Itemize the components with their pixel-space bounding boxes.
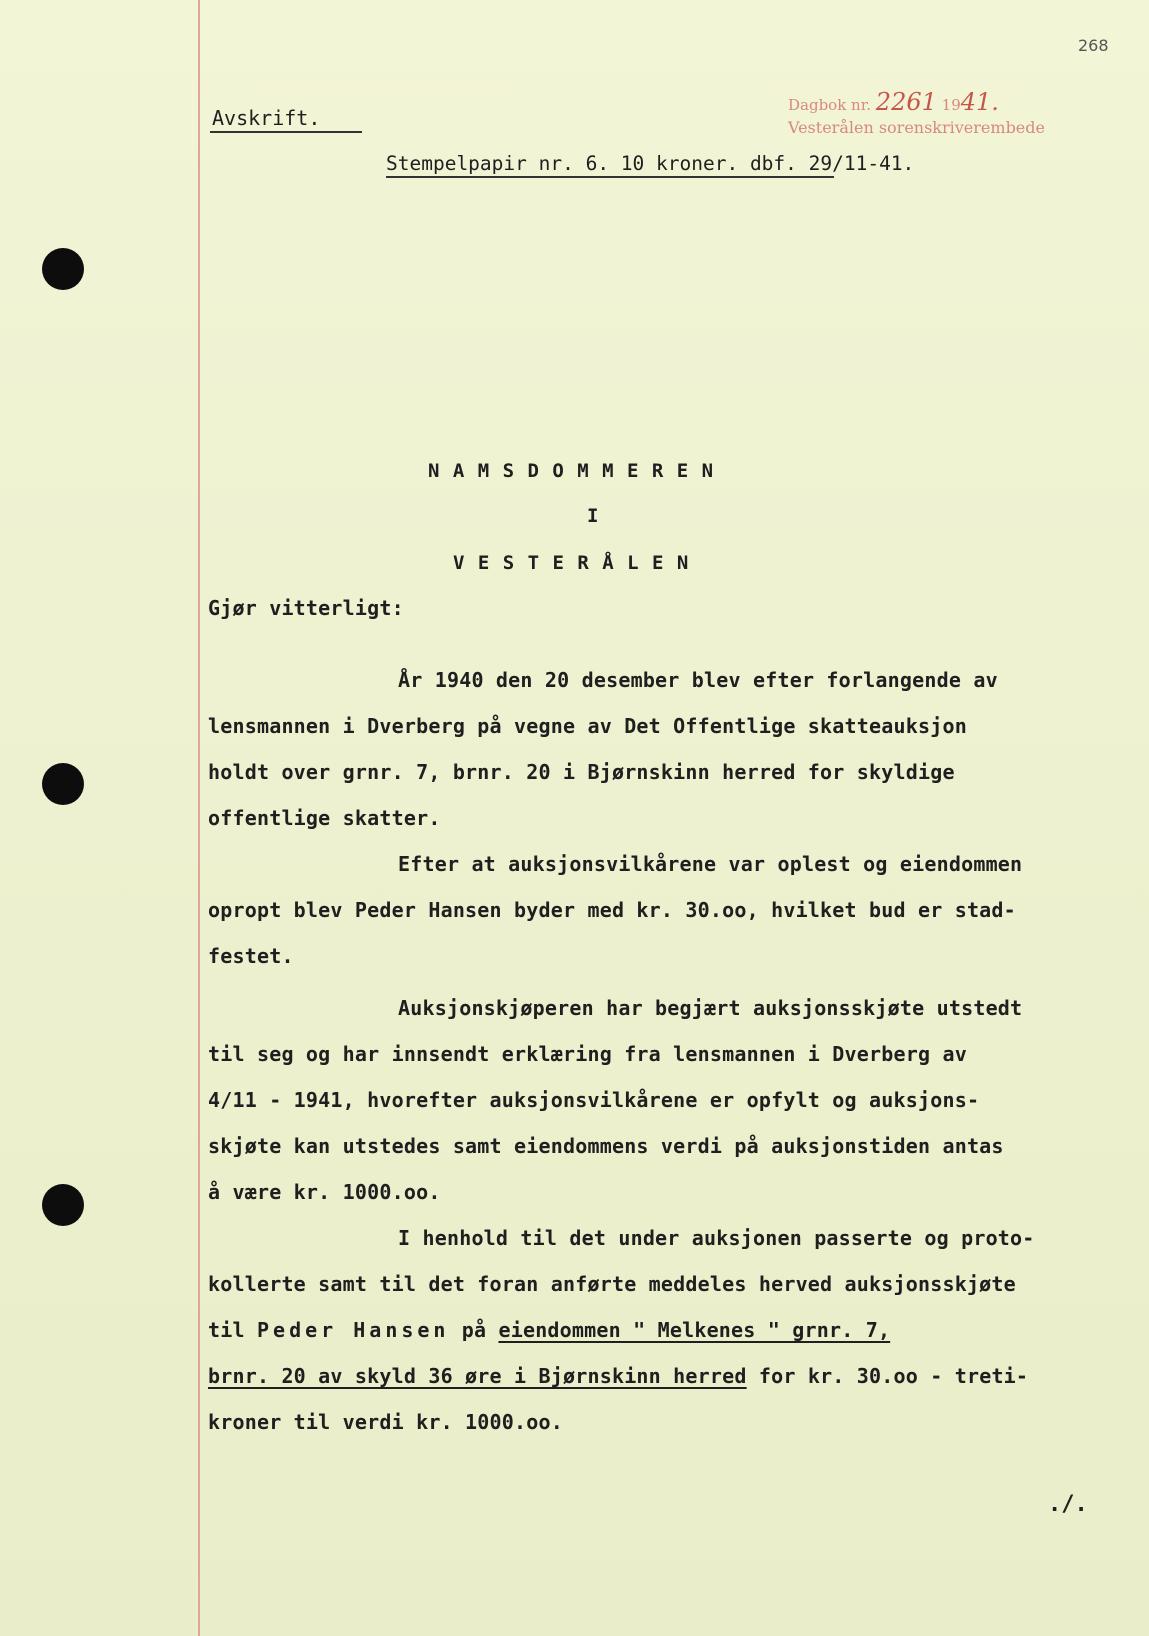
body-line: holdt over grnr. 7, brnr. 20 i Bjørnskinn herred for skyldige xyxy=(208,760,955,784)
body-fragment: for kr. 30.oo - treti- xyxy=(758,1364,1029,1388)
body-line: kroner til verdi kr. 1000.oo. xyxy=(208,1410,563,1434)
punch-hole-middle xyxy=(42,763,84,805)
stempel-underline xyxy=(386,176,834,178)
title-line-1: N A M S D O M M E R E N xyxy=(428,460,715,482)
title-line-3: V E S T E R Å L E N xyxy=(453,552,690,574)
body-line: skjøte kan utstedes samt eiendommens verdi på auksjonstiden antas xyxy=(208,1134,1004,1158)
body-line xyxy=(208,1318,890,1342)
body-line: Efter at auksjonsvilkårene var oplest og eiendommen xyxy=(398,852,1023,876)
body-line: 4/11 - 1941, hvorefter auksjonsvilkårene er opfylt og auksjons- xyxy=(208,1088,980,1112)
margin-line xyxy=(198,0,200,1636)
body-line: Auksjonskjøperen har begjært auksjonsskjøte utstedt xyxy=(398,996,1023,1020)
page-number: 268 xyxy=(1078,36,1109,55)
body-fragment: på xyxy=(461,1318,487,1342)
avskrift-label: Avskrift. xyxy=(212,106,321,130)
title-line-2: I xyxy=(587,505,600,527)
body-line xyxy=(208,1364,1028,1388)
avskrift-underline xyxy=(210,131,362,133)
body-line: å være kr. 1000.oo. xyxy=(208,1180,441,1204)
body-line: opropt blev Peder Hansen byder med kr. 30.oo, hvilket bud er stad- xyxy=(208,898,1016,922)
body-fragment: til xyxy=(208,1318,245,1342)
dagbok-number: 2261 xyxy=(875,88,937,116)
body-line: til seg og har innsendt erklæring fra lensmannen i Dverberg av xyxy=(208,1042,967,1066)
property-underlined: eiendommen " Melkenes " grnr. 7, xyxy=(498,1318,891,1342)
body-line: festet. xyxy=(208,944,294,968)
body-line: kollerte samt til det foran anførte meddeles herved auksjonsskjøte xyxy=(208,1272,1016,1296)
dagbok-year-prefix: 19 xyxy=(941,96,961,114)
dagbok-year-suffix: 41. xyxy=(960,88,999,116)
body-line: offentlige skatter. xyxy=(208,806,441,830)
office-stamp: Vesterålen sorenskriverembede xyxy=(788,118,1045,137)
body-line: År 1940 den 20 desember blev efter forlangende av xyxy=(398,668,998,692)
punch-hole-bottom xyxy=(42,1184,84,1226)
dagbok-label: Dagbok nr. xyxy=(788,96,872,114)
stempel-line: Stempelpapir nr. 6. 10 kroner. dbf. 29/11-41. xyxy=(386,152,915,175)
body-line: Gjør vitterligt: xyxy=(208,596,404,620)
body-line: I henhold til det under auksjonen passerte og proto- xyxy=(398,1226,1035,1250)
body-line: lensmannen i Dverberg på vegne av Det Offentlige skatteauksjon xyxy=(208,714,967,738)
continuation-mark: ./. xyxy=(1048,1492,1088,1517)
punch-hole-top xyxy=(42,248,84,290)
buyer-name: Peder Hansen xyxy=(256,1318,450,1342)
dagbok-stamp xyxy=(788,88,999,116)
property-underlined: brnr. 20 av skyld 36 øre i Bjørnskinn herred xyxy=(208,1364,747,1388)
